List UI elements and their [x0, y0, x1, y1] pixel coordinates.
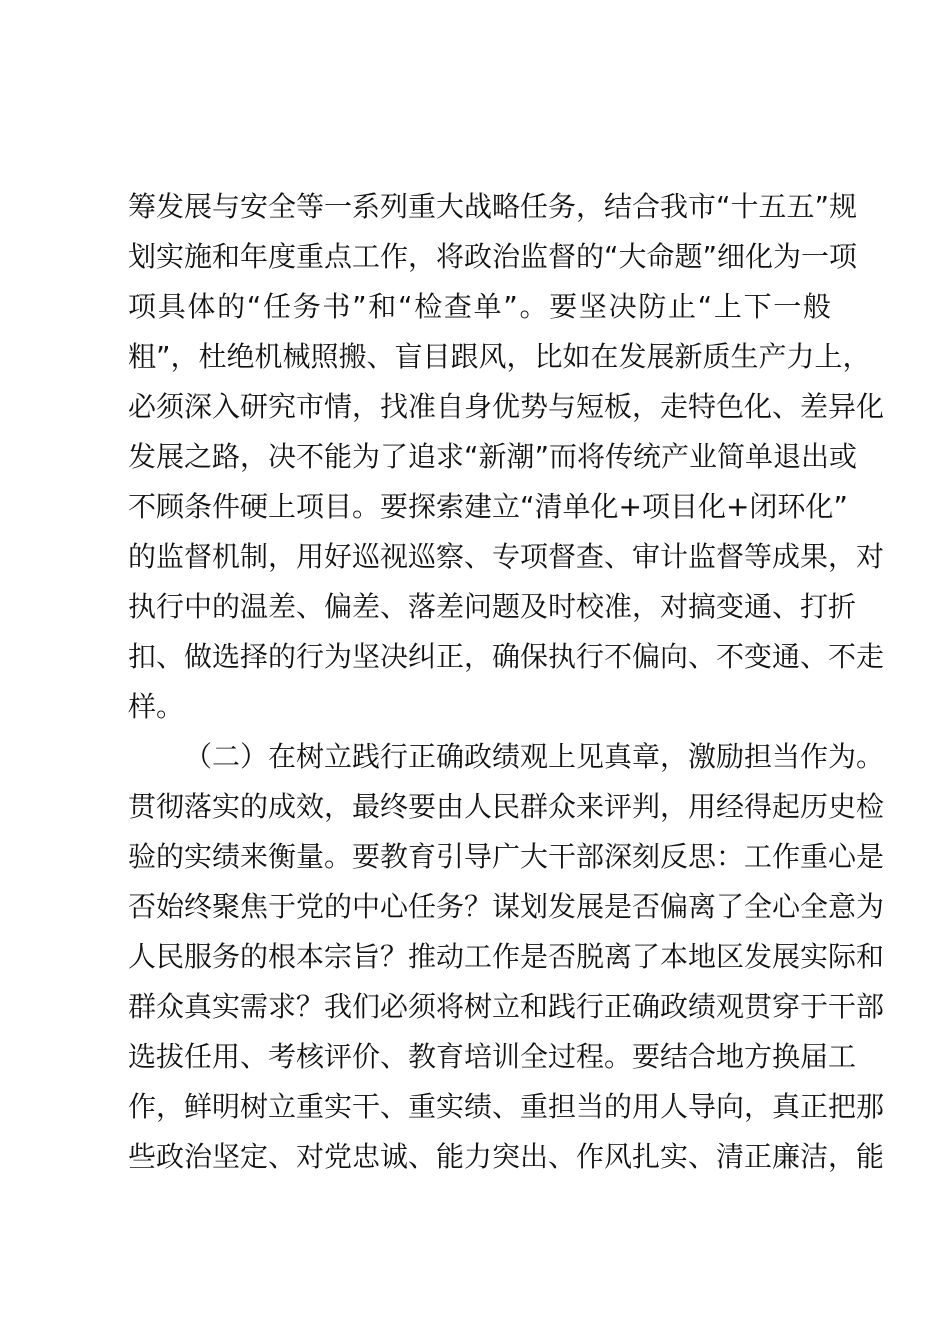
paragraph-line: 些政治坚定、对党忠诚、能力突出、作风扎实、清正廉洁，能 — [128, 1140, 885, 1173]
paragraph-line: 验的实绩来衡量。要教育引导广大干部深刻反思：工作重心是 — [128, 840, 885, 873]
paragraph-line: 选拔任用、考核评价、教育培训全过程。要结合地方换届工 — [128, 1040, 857, 1073]
document-body — [128, 182, 885, 1182]
paragraph-line: 不顾条件硬上项目。要探索建立“清单化+项目化+闭环化” — [128, 490, 848, 523]
paragraph-line: 人民服务的根本宗旨？推动工作是否脱离了本地区发展实际和 — [128, 940, 885, 973]
paragraph-line: 项具体的“任务书”和“检查单”。要坚决防止“上下一般 — [128, 290, 831, 323]
paragraph-line: 样。 — [128, 690, 185, 723]
paragraph-line: 划实施和年度重点工作，将政治监督的“大命题”细化为一项 — [128, 240, 858, 273]
paragraph-line: 贯彻落实的成效，最终要由人民群众来评判，用经得起历史检 — [128, 790, 885, 823]
paragraph-line: 的监督机制，用好巡视巡察、专项督查、审计监督等成果，对 — [128, 540, 885, 573]
paragraph-line: 执行中的温差、偏差、落差问题及时校准，对搞变通、打折 — [128, 590, 857, 623]
paragraph-line: 发展之路，决不能为了追求“新潮”而将传统产业简单退出或 — [128, 440, 858, 473]
paragraph-line: 粗”，杜绝机械照搬、盲目跟风，比如在发展新质生产力上， — [128, 340, 871, 373]
paragraph-line: 筹发展与安全等一系列重大战略任务，结合我市“十五五”规 — [128, 190, 858, 223]
section-heading-line: （二）在树立践行正确政绩观上见真章，激励担当作为。 — [184, 740, 885, 773]
paragraph-line: 否始终聚焦于党的中心任务？谋划发展是否偏离了全心全意为 — [128, 890, 885, 923]
paragraph-line: 必须深入研究市情，找准自身优势与短板，走特色化、差异化 — [128, 390, 885, 423]
paragraph-line: 作，鲜明树立重实干、重实绩、重担当的用人导向，真正把那 — [128, 1090, 885, 1123]
paragraph-line: 群众真实需求？我们必须将树立和践行正确政绩观贯穿于干部 — [128, 990, 885, 1023]
paragraph-line: 扣、做选择的行为坚决纠正，确保执行不偏向、不变通、不走 — [128, 640, 885, 673]
